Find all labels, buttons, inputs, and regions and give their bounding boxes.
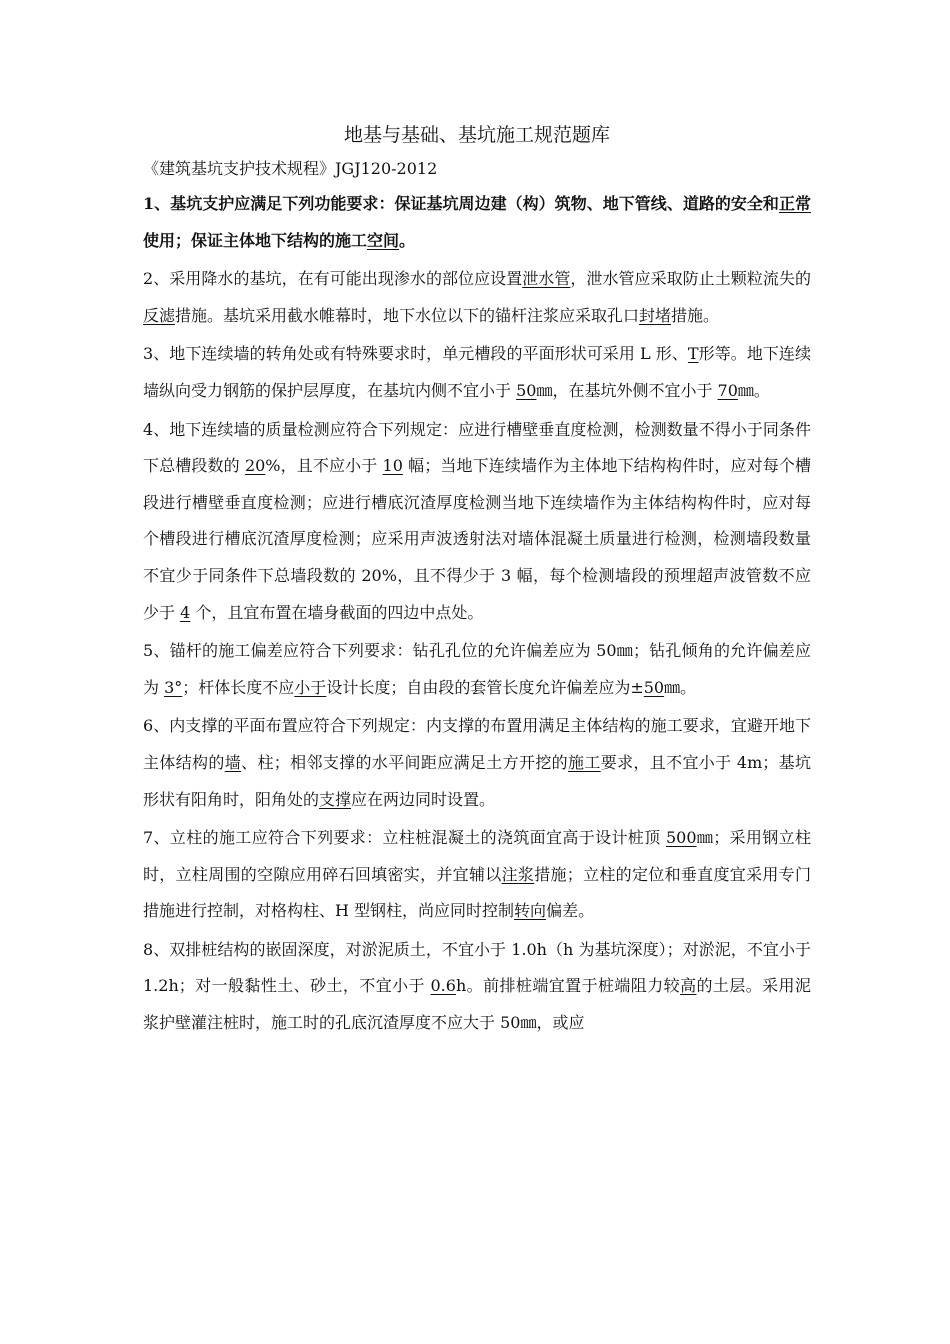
text-run: 个，且宜布置在墙身截面的四边中点处。: [190, 602, 484, 622]
answer-blank: 正常: [778, 194, 811, 213]
text-run: 形等。地下连续墙纵向受力钢筋的保护层厚度，在基坑内侧不宜小于: [143, 344, 811, 400]
text-run: 4、地下连续墙的质量检测应符合下列规定：应进行槽壁垂直度检测，检测数量不得小于同条件下总槽段数的: [143, 419, 811, 476]
text-run: 2、采用降水的基坑，在有可能出现渗水的部位应设置: [143, 269, 523, 289]
text-run: h。前排桩端宜置于桩端阻力较: [455, 976, 681, 996]
text-run: ㎜，在基坑外侧不宜小于: [536, 380, 718, 400]
paragraph-6: [143, 708, 811, 818]
text-run: ；杆体长度不应: [182, 677, 295, 697]
text-run: 、柱；相邻支撑的水平间距应满足土方开挖的: [241, 752, 569, 772]
answer-blank: 70: [717, 380, 738, 400]
paragraph-8: [143, 932, 811, 1042]
answer-blank: 空间: [367, 230, 400, 250]
answer-blank: 墙: [224, 752, 242, 772]
answer-blank: 反滤: [143, 305, 176, 325]
text-run: ㎜。: [737, 380, 770, 400]
text-run: 要求，且不宜小于 4m；基坑形状有阳角时，阳角处的: [143, 752, 811, 809]
text-run: 幅；当地下连续墙作为主体地下结构构件时，应对每个槽段进行槽壁垂直度检测；应进行槽底沉渣厚度检测当地下连续墙作为主体结构构件时，应对每个槽段进行槽底沉渣厚度检测；应采用声波透射法对墙体混凝土质量进行检测，检测墙段数量不宜少于同条件下总墙段数的 20%，且不得少于 3 幅，每个检测墙段的预埋超声波管数不应少于: [143, 456, 811, 622]
text-run: 6、内支撑的平面布置应符合下列规定：内支撑的布置用满足主体结构的施工要求，宜避开地下主体结构的: [143, 716, 811, 772]
answer-blank: 500: [665, 828, 697, 848]
text-run: ㎜。: [664, 677, 697, 697]
paragraph-5: [143, 633, 811, 706]
text-run: 设计长度；自由段的套管长度允许偏差应为±: [326, 677, 644, 697]
text-run: 1、基坑支护应满足下列功能要求：保证基坑周边建（构）筑物、地下管线、道路的安全和: [143, 194, 779, 213]
text-run: ，泄水管应采取防止土颗粒流失的: [570, 269, 811, 289]
text-run: 7、立柱的施工应符合下列要求：立柱桩混凝土的浇筑面宜高于设计桩顶: [143, 828, 666, 848]
answer-blank: 3°: [164, 677, 183, 697]
paragraph-4: [143, 412, 811, 632]
text-run: 措施；立柱的定位和垂直度宜采用专门措施进行控制，对格构柱、H 型钢柱，尚应同时控制: [143, 864, 811, 921]
answer-blank: 50: [516, 380, 537, 400]
document-content: [143, 120, 811, 1044]
text-run: ㎜；采用钢立柱时，立柱周围的空隙应用碎石回填密实，并宜辅以: [143, 828, 811, 884]
text-run: %，且不应小于: [265, 456, 383, 476]
paragraph-2: [143, 261, 811, 334]
answer-blank: T: [687, 344, 699, 364]
answer-blank: 注浆: [501, 864, 535, 884]
text-run: 的土层。采用泥浆护壁灌注桩时，施工时的孔底沉渣厚度不应大于 50㎜，或应: [143, 976, 811, 1033]
answer-blank: 施工: [568, 752, 601, 772]
text-run: 。: [399, 230, 416, 250]
document-title: 地基与基础、基坑施工规范题库: [343, 124, 610, 146]
answer-blank: 10: [382, 456, 403, 476]
text-run: 3、地下连续墙的转角处或有特殊要求时，单元槽段的平面形状可采用 L 形、: [143, 344, 688, 364]
answer-blank: 泄水管: [522, 269, 571, 289]
text-run: 5、锚杆的施工偏差应符合下列要求：钻孔孔位的允许偏差应为 50㎜；钻孔倾角的允许偏差应为: [143, 641, 811, 697]
text-run: 应在两边同时设置。: [351, 789, 496, 809]
answer-blank: 小于: [294, 677, 327, 697]
answer-blank: 0.6: [430, 976, 456, 996]
paragraph-3: [143, 336, 811, 409]
answer-blank: 20: [244, 456, 266, 476]
text-run: 措施。: [671, 305, 720, 325]
text-run: 措施。基坑采用截水帷幕时，地下水位以下的锚杆注浆应采取孔口: [175, 305, 640, 325]
paragraph-7: [143, 820, 811, 930]
text-run: 8、双排桩结构的嵌固深度，对淤泥质土，不宜小于 1.0h（h 为基坑深度）；对淤泥，不宜小于 1.2h；对一般黏性土、砂土，不宜小于: [143, 939, 811, 996]
text-run: 偏差。: [546, 901, 595, 921]
paragraph-1: [143, 186, 811, 259]
answer-blank: 转向: [514, 901, 547, 921]
answer-blank: 封堵: [639, 305, 672, 325]
answer-blank: 4: [180, 602, 191, 622]
answer-blank: 50: [643, 677, 665, 697]
answer-blank: 高: [680, 976, 697, 996]
document-subtitle: 《建筑基坑支护技术规程》JGJ120-2012: [143, 159, 438, 178]
text-run: 使用；保证主体地下结构的施工: [143, 230, 368, 250]
answer-blank: 支撑: [319, 789, 352, 809]
